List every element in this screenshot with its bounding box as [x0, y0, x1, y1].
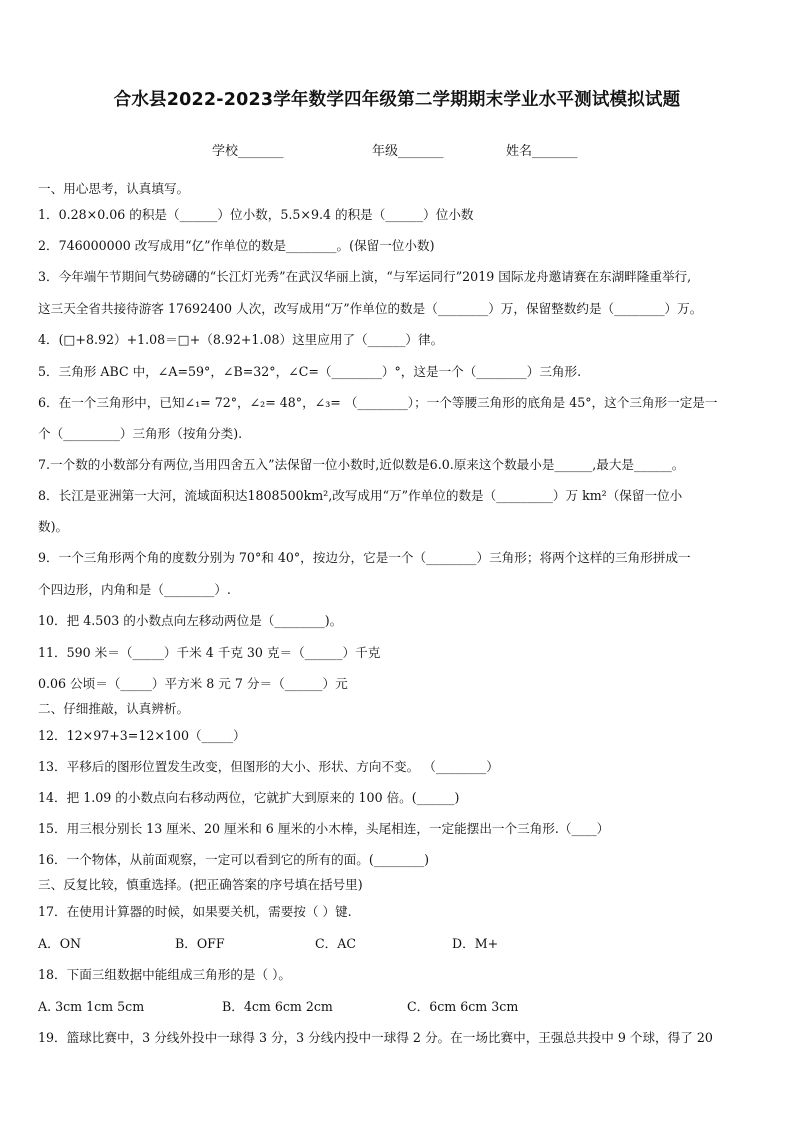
- section-1-heading: 一、用心思考，认真填写。: [38, 181, 190, 196]
- exam-title: 合水县2022-2023学年数学四年级第二学期期末学业水平测试模拟试题: [113, 90, 681, 110]
- question-line: 6．在一个三角形中，已知∠₁= 72°，∠₂= 48°，∠₃= （________）；一个等腰三角形的底角是 45°，这个三角形一定是一: [38, 395, 718, 410]
- question-line: 12．12×97+3=12×100（_____）: [38, 728, 246, 743]
- question-line: 8．长江是亚洲第一大河，流域面积达1808500km²,改写成用“万”作单位的数是（_________）万 km²（保留一位小: [38, 488, 683, 503]
- option-b: B．OFF: [175, 936, 225, 951]
- question-line: 个（_________）三角形（按角分类).: [38, 426, 243, 441]
- option-b: B．4cm 6cm 2cm: [222, 999, 333, 1014]
- question-line: 18．下面三组数据中能组成三角形的是（ ）。: [38, 967, 292, 982]
- option-a: A．ON: [38, 936, 82, 951]
- question-line: 个四边形，内角和是（________）.: [38, 582, 231, 597]
- question-line: 数)。: [38, 519, 69, 534]
- question-line: 15．用三根分别长 13 厘米、20 厘米和 6 厘米的小木棒，头尾相连，一定能摆出一个三角形.（____）: [38, 821, 610, 836]
- question-line: 17．在使用计算器的时候，如果要关机，需要按（ ）键.: [38, 904, 352, 919]
- section-2-heading: 二、仔细推敲，认真辨析。: [38, 701, 190, 716]
- question-line: 这三天全省共接待游客 17692400 人次，改写成用“万”作单位的数是（________）万，保留整数约是（________）万。: [38, 301, 703, 316]
- grade-field: 年级_______: [372, 144, 444, 159]
- question-line: 14．把 1.09 的小数点向右移动两位，它就扩大到原来的 100 倍。(______): [38, 790, 460, 805]
- question-line: 16．一个物体，从前面观察，一定可以看到它的所有的面。(________): [38, 852, 430, 867]
- school-field: 学校_______: [212, 144, 284, 159]
- option-c: C．AC: [315, 936, 356, 951]
- question-line: 7.一个数的小数部分有两位,当用四舍五入”法保留一位小数时,近似数是6.0.原来这个数最小是______,最大是______。: [38, 457, 685, 472]
- question-line: 4．(□+8.92）+1.08＝□+（8.92+1.08）这里应用了（______）律。: [38, 332, 444, 347]
- question-line: 10．把 4.503 的小数点向左移动两位是（________)。: [38, 613, 343, 628]
- question-line: 19．篮球比赛中，3 分线外投中一球得 3 分，3 分线内投中一球得 2 分。在一场比赛中，王强总共投中 9 个球，得了 20: [38, 1030, 713, 1045]
- question-line: 3．今年端午节期间气势磅礴的“长江灯光秀”在武汉华丽上演，“与军运同行”2019 国际龙舟邀请赛在东湖畔隆重举行,: [38, 269, 692, 284]
- option-c: C．6cm 6cm 3cm: [407, 999, 519, 1014]
- question-line: 13．平移后的图形位置发生改变，但图形的大小、形状、方向不变。 （________）: [38, 759, 499, 774]
- name-field: 姓名_______: [506, 144, 578, 159]
- question-line: 0.06 公顷＝（_____）平方米 8 元 7 分＝（______）元: [38, 676, 348, 691]
- option-d: D．M+: [452, 936, 499, 951]
- question-line: 11．590 米＝（_____）千米 4 千克 30 克＝（______）千克: [38, 645, 381, 660]
- question-line: 1．0.28×0.06 的积是（______）位小数，5.5×9.4 的积是（______）位小数: [38, 207, 474, 222]
- section-3-heading: 三、反复比较，慎重选择。(把正确答案的序号填在括号里): [38, 877, 363, 892]
- question-line: 9．一个三角形两个角的度数分别为 70°和 40°，按边分，它是一个（________）三角形；将两个这样的三角形拼成一: [38, 550, 691, 565]
- option-a: A. 3cm 1cm 5cm: [38, 999, 145, 1014]
- question-line: 5．三角形 ABC 中，∠A=59°，∠B=32°，∠C=（________）°，这是一个（________）三角形.: [38, 364, 582, 379]
- question-line: 2．746000000 改写成用“亿”作单位的数是________。(保留一位小数): [38, 238, 435, 253]
